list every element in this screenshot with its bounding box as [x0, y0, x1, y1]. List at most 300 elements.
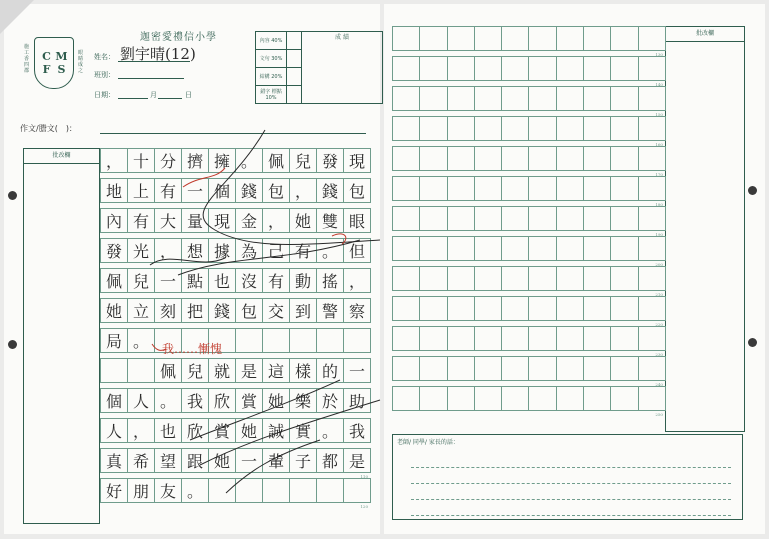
blank-cell: [583, 116, 611, 141]
row-number: 210: [655, 292, 663, 297]
blank-cell: [583, 266, 611, 291]
essay-cell: 這: [262, 358, 290, 383]
title-line: [100, 133, 366, 134]
blank-cell: [447, 26, 475, 51]
blank-writing-grid: [392, 26, 665, 416]
essay-cell: 察: [343, 298, 371, 323]
blank-cell: [474, 206, 502, 231]
essay-cell: 她: [235, 418, 263, 443]
blank-cell: [392, 26, 420, 51]
essay-cell: 樂: [289, 388, 317, 413]
row-number: 190: [655, 232, 663, 237]
row-number: 160: [655, 142, 663, 147]
school-name: 迦密愛禮信小學: [140, 32, 217, 43]
comment-line: [411, 499, 731, 500]
row-number: 110: [360, 474, 368, 479]
essay-cell: 現: [343, 148, 371, 173]
essay-cell: 輩: [262, 448, 290, 473]
essay-cell: 樣: [289, 358, 317, 383]
comment-line: [411, 515, 731, 516]
month-label: 月: [150, 91, 157, 99]
essay-cell: 。: [316, 418, 344, 443]
essay-cell: 地: [100, 178, 128, 203]
essay-cell: [262, 328, 290, 353]
blank-cell: [638, 386, 666, 417]
blank-cell: [501, 86, 529, 111]
blank-cell: [474, 146, 502, 171]
blank-cell: [556, 116, 584, 141]
comment-box: [392, 434, 743, 520]
blank-cell: [556, 176, 584, 201]
essay-cell: 警: [316, 298, 344, 323]
essay-cell: [343, 328, 371, 353]
blank-cell: [610, 56, 638, 81]
name-line: [118, 61, 190, 62]
blank-cell: [474, 356, 502, 381]
blank-cell: [610, 176, 638, 201]
teacher-correction: 我……慚愧: [162, 342, 223, 356]
essay-cell: ，: [154, 238, 182, 263]
right-correction-header: 批改欄: [666, 27, 744, 42]
blank-cell: [610, 86, 638, 111]
name-label: 姓名：: [94, 53, 115, 61]
essay-cell: 光: [127, 238, 155, 263]
blank-cell: [392, 146, 420, 171]
essay-cell: 把: [181, 298, 209, 323]
blank-cell: [528, 236, 556, 261]
essay-cell: 的: [316, 358, 344, 383]
essay-cell: 欣: [181, 418, 209, 443]
blank-cell: [638, 56, 666, 87]
essay-cell: 就: [208, 358, 236, 383]
essay-cell: [235, 478, 263, 503]
essay-cell: [100, 358, 128, 383]
essay-cell: 於: [316, 388, 344, 413]
essay-cell: 個: [208, 178, 236, 203]
essay-cell: 金: [235, 208, 263, 233]
essay-cell: 到: [289, 298, 317, 323]
blank-cell: [583, 236, 611, 261]
essay-cell: 錢: [235, 178, 263, 203]
blank-cell: [501, 296, 529, 321]
blank-cell: [610, 26, 638, 51]
blank-cell: [583, 86, 611, 111]
essay-cell: 大: [154, 208, 182, 233]
name-value: 劉宇晴(12): [120, 45, 196, 63]
row-number: 170: [655, 172, 663, 177]
blank-cell: [474, 86, 502, 111]
blank-cell: [447, 296, 475, 321]
blank-cell: [392, 176, 420, 201]
blank-cell: [392, 116, 420, 141]
essay-cell: 是 110: [343, 448, 371, 473]
blank-cell: [556, 296, 584, 321]
essay-cell: 賞: [208, 418, 236, 443]
blank-cell: [392, 266, 420, 291]
essay-cell: 但: [343, 238, 371, 263]
essay-cell: 上: [127, 178, 155, 203]
blank-cell: [638, 146, 666, 177]
essay-cell: 包: [343, 178, 371, 203]
blank-cell: [583, 146, 611, 171]
blank-cell: [528, 206, 556, 231]
essay-cell: 立: [127, 298, 155, 323]
blank-cell: [419, 206, 447, 231]
essay-cell: 擠: [181, 148, 209, 173]
blank-cell: [528, 296, 556, 321]
essay-cell: 也: [154, 418, 182, 443]
blank-cell: [447, 56, 475, 81]
essay-cell: ，: [343, 268, 371, 293]
essay-cell: [343, 478, 371, 509]
score-row-label: 內容 40%: [256, 32, 287, 50]
essay-cell: 是: [235, 358, 263, 383]
blank-cell: [501, 116, 529, 141]
essay-cell: 十: [127, 148, 155, 173]
day-label: 日: [185, 91, 192, 99]
blank-cell: [447, 236, 475, 261]
blank-cell: [419, 86, 447, 111]
essay-cell: 賞: [235, 388, 263, 413]
essay-cell: 友: [154, 478, 182, 503]
blank-cell: [528, 176, 556, 201]
essay-cell: 量: [181, 208, 209, 233]
blank-cell: [392, 386, 420, 411]
blank-cell: [419, 356, 447, 381]
essay-cell: 真: [100, 448, 128, 473]
blank-cell: [419, 146, 447, 171]
essay-cell: 子: [289, 448, 317, 473]
blank-cell: [528, 386, 556, 411]
essay-cell: 據: [208, 238, 236, 263]
essay-cell: 分: [154, 148, 182, 173]
blank-cell: [392, 86, 420, 111]
blank-cell: [447, 86, 475, 111]
essay-cell: 她: [289, 208, 317, 233]
essay-cell: 沒: [235, 268, 263, 293]
class-line: [118, 78, 184, 79]
essay-cell: 擁: [208, 148, 236, 173]
essay-cell: 局: [100, 328, 128, 353]
blank-cell: [638, 326, 666, 357]
blank-cell: [447, 356, 475, 381]
essay-cell: [316, 328, 344, 353]
essay-cell: 交: [262, 298, 290, 323]
essay-cell: 內: [100, 208, 128, 233]
blank-cell: [392, 56, 420, 81]
blank-cell: [447, 146, 475, 171]
essay-cell: [208, 478, 236, 503]
essay-cell: 有: [262, 268, 290, 293]
essay-cell: 佩: [154, 358, 182, 383]
essay-cell: 發: [316, 148, 344, 173]
essay-cell: 助: [343, 388, 371, 413]
blank-cell: [610, 356, 638, 381]
essay-cell: 點: [181, 268, 209, 293]
blank-cell: [474, 386, 502, 411]
essay-cell: 發: [100, 238, 128, 263]
crest-motto-right: 眼睛成之: [78, 50, 84, 74]
blank-cell: [447, 206, 475, 231]
essay-cell: 錢: [208, 298, 236, 323]
essay-cell: 包: [262, 178, 290, 203]
essay-cell: 。: [154, 388, 182, 413]
blank-cell: [583, 26, 611, 51]
row-number: 180: [655, 202, 663, 207]
blank-cell: [610, 116, 638, 141]
blank-cell: [419, 266, 447, 291]
blank-cell: [419, 236, 447, 261]
blank-cell: [610, 206, 638, 231]
essay-cell: 為: [235, 238, 263, 263]
blank-cell: [610, 266, 638, 291]
blank-cell: [447, 386, 475, 411]
date-month-line: [158, 98, 182, 99]
blank-cell: [474, 236, 502, 261]
blank-cell: [474, 26, 502, 51]
left-correction-header: 批改欄: [24, 149, 99, 164]
essay-cell: 想: [181, 238, 209, 263]
blank-cell: [638, 176, 666, 207]
essay-cell: 兒: [127, 268, 155, 293]
blank-cell: [583, 296, 611, 321]
blank-cell: [528, 266, 556, 291]
row-number: 250: [655, 412, 663, 417]
essay-cell: 我: [181, 388, 209, 413]
essay-cell: 人: [127, 388, 155, 413]
blank-cell: [501, 206, 529, 231]
blank-cell: [447, 116, 475, 141]
blank-cell: [638, 116, 666, 147]
row-number: 200: [655, 262, 663, 267]
essay-cell: 她: [100, 298, 128, 323]
blank-cell: [501, 26, 529, 51]
blank-cell: [419, 296, 447, 321]
essay-cell: 我: [343, 418, 371, 443]
blank-cell: [638, 296, 666, 327]
blank-cell: [583, 356, 611, 381]
blank-cell: [419, 176, 447, 201]
essay-cell: 包: [235, 298, 263, 323]
punch-hole: [8, 191, 17, 200]
punch-hole: [748, 338, 757, 347]
blank-cell: [556, 56, 584, 81]
blank-cell: [419, 116, 447, 141]
blank-cell: [556, 86, 584, 111]
row-number: 130: [655, 52, 663, 57]
blank-cell: [528, 56, 556, 81]
blank-cell: [501, 326, 529, 351]
blank-cell: [610, 296, 638, 321]
essay-cell: 現: [208, 208, 236, 233]
blank-cell: [638, 86, 666, 117]
blank-cell: [583, 326, 611, 351]
left-correction-column: [23, 148, 100, 524]
blank-cell: [392, 326, 420, 351]
blank-cell: [583, 206, 611, 231]
blank-cell: [556, 26, 584, 51]
blank-cell: [556, 146, 584, 171]
essay-cell: [235, 328, 263, 353]
blank-cell: [501, 56, 529, 81]
essay-cell: 。: [127, 328, 155, 353]
row-number: 120: [360, 504, 368, 509]
blank-cell: [474, 116, 502, 141]
blank-cell: [501, 356, 529, 381]
essay-cell: 眼: [343, 208, 371, 233]
essay-cell: 她: [208, 448, 236, 473]
essay-cell: 一: [343, 358, 371, 383]
essay-cell: 己: [262, 238, 290, 263]
blank-cell: [474, 266, 502, 291]
blank-cell: [528, 26, 556, 51]
blank-cell: [528, 116, 556, 141]
blank-cell: [528, 356, 556, 381]
comment-label: 老師/ 同學/ 家長的話：: [397, 439, 459, 446]
essay-cell: 希: [127, 448, 155, 473]
blank-cell: [556, 386, 584, 411]
essay-cell: 。: [181, 478, 209, 503]
essay-cell: [289, 328, 317, 353]
score-table: [255, 31, 383, 104]
score-row-label: 文句 30%: [256, 50, 287, 68]
essay-cell: ，: [100, 148, 128, 173]
blank-cell: [556, 206, 584, 231]
essay-cell: 都: [316, 448, 344, 473]
blank-cell: [501, 146, 529, 171]
blank-cell: [392, 236, 420, 261]
crest-motto-left: 施工香四郡: [24, 44, 30, 74]
score-header: 成 績: [302, 32, 383, 104]
essay-cell: 搖: [316, 268, 344, 293]
essay-cell: 有: [289, 238, 317, 263]
essay-cell: 她: [262, 388, 290, 413]
row-number: 140: [655, 82, 663, 87]
essay-cell: 人: [100, 418, 128, 443]
right-correction-column: [665, 26, 745, 432]
blank-cell: [419, 56, 447, 81]
essay-cell: 雙: [316, 208, 344, 233]
score-row-label: 結構 20%: [256, 68, 287, 86]
blank-cell: [501, 176, 529, 201]
blank-cell: [528, 326, 556, 351]
blank-cell: [610, 236, 638, 261]
essay-cell: 一: [154, 268, 182, 293]
essay-cell: 。: [316, 238, 344, 263]
blank-cell: [392, 296, 420, 321]
essay-cell: 好: [100, 478, 128, 503]
essay-cell: ，: [289, 178, 317, 203]
essay-cell: 兒: [181, 358, 209, 383]
blank-cell: [638, 236, 666, 267]
score-row-label: 錯字 標點 10%: [256, 86, 287, 104]
essay-cell: 也: [208, 268, 236, 293]
page-fold: [0, 0, 34, 34]
blank-cell: [610, 146, 638, 171]
blank-cell: [392, 206, 420, 231]
essay-cell: ，: [127, 418, 155, 443]
punch-hole: [748, 186, 757, 195]
essay-cell: 錢: [316, 178, 344, 203]
row-number: 240: [655, 382, 663, 387]
blank-cell: [638, 356, 666, 387]
blank-cell: [419, 326, 447, 351]
blank-cell: [474, 176, 502, 201]
essay-cell: 望: [154, 448, 182, 473]
blank-cell: [501, 386, 529, 411]
essay-cell: ，: [262, 208, 290, 233]
blank-cell: [556, 236, 584, 261]
blank-cell: [392, 356, 420, 381]
row-number: 230: [655, 352, 663, 357]
blank-cell: [501, 266, 529, 291]
row-number: 220: [655, 322, 663, 327]
blank-cell: [419, 386, 447, 411]
essay-cell: [262, 478, 290, 503]
essay-cell: 刻: [154, 298, 182, 323]
essay-cell: 實: [289, 418, 317, 443]
title-label: 作文/謄文( )：: [20, 124, 77, 133]
comment-line: [411, 483, 731, 484]
blank-cell: [610, 326, 638, 351]
date-label: 日期：: [94, 91, 115, 99]
comment-line: [411, 467, 731, 468]
class-label: 班別：: [94, 71, 115, 79]
blank-cell: [447, 176, 475, 201]
essay-cell: 佩: [100, 268, 128, 293]
blank-cell: [447, 326, 475, 351]
essay-cell: 一: [235, 448, 263, 473]
blank-cell: [583, 56, 611, 81]
blank-cell: [528, 86, 556, 111]
essay-cell: 。: [235, 148, 263, 173]
blank-cell: [556, 326, 584, 351]
essay-cell: 佩: [262, 148, 290, 173]
essay-cell: 朋: [127, 478, 155, 503]
punch-hole: [8, 340, 17, 349]
date-year-line: [118, 98, 148, 99]
essay-cell: 欣: [208, 388, 236, 413]
essay-cell: 誠: [262, 418, 290, 443]
row-number: 150: [655, 112, 663, 117]
essay-cell: 個: [100, 388, 128, 413]
blank-cell: [583, 176, 611, 201]
essay-cell: [316, 478, 344, 503]
essay-cell: [289, 478, 317, 503]
essay-cell: 有: [127, 208, 155, 233]
essay-cell: 動: [289, 268, 317, 293]
blank-cell: [638, 206, 666, 237]
blank-cell: [528, 146, 556, 171]
school-crest-icon: C M F S: [34, 37, 74, 89]
essay-grid: [100, 148, 370, 508]
essay-cell: 兒: [289, 148, 317, 173]
blank-cell: [610, 386, 638, 411]
essay-cell: 一: [181, 178, 209, 203]
blank-cell: [583, 386, 611, 411]
blank-cell: [501, 236, 529, 261]
blank-cell: [556, 356, 584, 381]
blank-cell: [556, 266, 584, 291]
blank-cell: [474, 296, 502, 321]
blank-cell: [419, 26, 447, 51]
essay-cell: 有: [154, 178, 182, 203]
blank-cell: [638, 266, 666, 297]
essay-cell: 跟: [181, 448, 209, 473]
blank-cell: [474, 326, 502, 351]
blank-cell: [474, 56, 502, 81]
blank-cell: [447, 266, 475, 291]
